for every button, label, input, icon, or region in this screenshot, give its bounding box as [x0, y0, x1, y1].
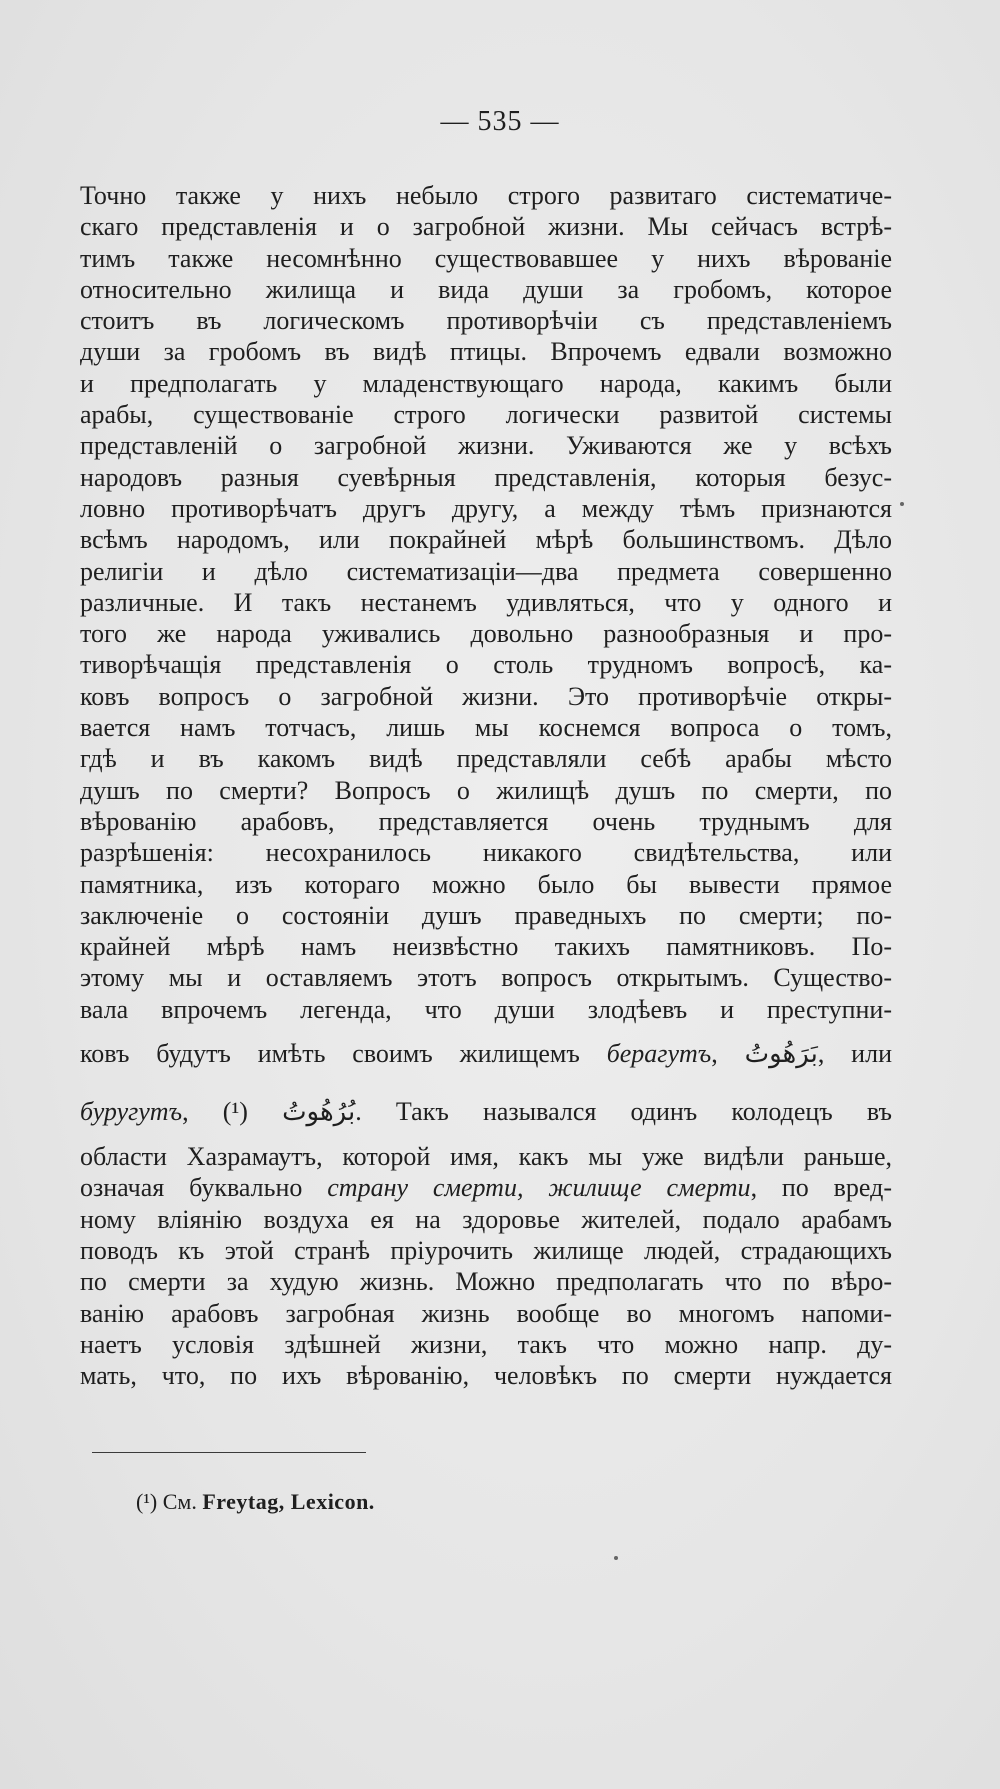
- text-segment: ковъ будутъ имѣть своимъ жилищемъ: [80, 1039, 607, 1069]
- arabic-word: بَرَهُوتُ: [744, 1039, 818, 1070]
- text-line: тиворѣчащія представленія о столь трудномъ вопросѣ, ка-: [80, 650, 892, 680]
- text-line: религіи и дѣло систематизаціи—два предмета совершенно: [80, 556, 892, 586]
- text-segment: означая буквально: [80, 1173, 328, 1203]
- print-speck: [614, 1556, 618, 1560]
- page-number: — 535 —: [440, 106, 560, 137]
- text-line: стоитъ въ логическомъ противорѣчіи съ представленіемъ: [80, 306, 892, 336]
- text-line: крайней мѣрѣ намъ неизвѣстно такихъ памятниковъ. По-: [80, 932, 892, 962]
- text-segment: ,: [182, 1097, 223, 1127]
- text-line: этому мы и оставляемъ этотъ вопросъ открытымъ. Существо-: [80, 963, 892, 993]
- text-line: наетъ условія здѣшней жизни, такъ что можно напр. ду-: [80, 1329, 892, 1359]
- text-line: души за гробомъ въ видѣ птицы. Впрочемъ едвали возможно: [80, 337, 892, 367]
- text-line: памятника, изъ котораго можно было бы вывести прямое: [80, 869, 892, 899]
- text-line: всѣмъ народомъ, или покрайней мѣрѣ большинствомъ. Дѣло: [80, 525, 892, 555]
- text-line: ловно противорѣчатъ другъ другу, а между тѣмъ признаются: [80, 493, 892, 523]
- text-line: душъ по смерти? Вопросъ о жилищѣ душъ по смерти, по: [80, 775, 892, 805]
- text-segment: , или: [817, 1039, 892, 1069]
- text-line: ному вліянію воздуха ея на здоровье жителей, подало арабамъ: [80, 1204, 892, 1234]
- text-line: представленій о загробной жизни. Уживаются же у всѣхъ: [80, 431, 892, 461]
- text-line-with-arabic: [80, 1083, 892, 1141]
- body-text: [80, 180, 892, 1391]
- text-line: ковъ вопросъ о загробной жизни. Это противорѣчіе откры-: [80, 681, 892, 711]
- text-line: народовъ разныя суевѣрныя представленія, которыя безус-: [80, 462, 892, 492]
- text-line: тимъ также несомнѣнно существовавшее у нихъ вѣрованіе: [80, 243, 892, 273]
- footnote-marker: (¹): [136, 1489, 158, 1514]
- text-line: поводъ къ этой странѣ пріурочить жилище людей, страдающихъ: [80, 1235, 892, 1265]
- text-line-with-italic: [80, 1172, 892, 1203]
- text-line: и предполагать у младенствующаго народа, какимъ были: [80, 368, 892, 398]
- text-line: относительно жилища и вида души за гробомъ, которое: [80, 274, 892, 304]
- print-speck: [900, 502, 904, 506]
- text-line: мать, что, по ихъ вѣрованію, человѣкъ по смерти нуждается: [80, 1361, 892, 1391]
- arabic-word: بُرُهُوتُ: [282, 1097, 356, 1128]
- footnote-text: См.: [162, 1489, 203, 1514]
- text-segment: , по вред-: [750, 1173, 893, 1203]
- text-line: гдѣ и въ какомъ видѣ представляли себѣ арабы мѣсто: [80, 744, 892, 774]
- text-segment: ,: [711, 1039, 745, 1069]
- text-line: Точно также у нихъ небыло строго развитаго систематиче-: [80, 181, 892, 210]
- footnote-reference: Freytag, Lexicon.: [202, 1489, 375, 1514]
- italic-phrase: страну смерти, жилище смерти: [327, 1173, 751, 1203]
- text-line: скаго представленія и о загробной жизни. Мы сейчасъ встрѣ-: [80, 212, 892, 242]
- text-segment: (¹). Такъ назывался одинъ колодецъ въ: [222, 1097, 892, 1127]
- footnote-divider: [92, 1452, 366, 1453]
- text-line: области Хазрамаутъ, которой имя, какъ мы уже видѣли раньше,: [80, 1142, 892, 1172]
- text-line: того же народа уживались довольно разнообразныя и про-: [80, 619, 892, 649]
- text-line: разрѣшенія: несохранилось никакого свидѣтельства, или: [80, 838, 892, 868]
- text-line: вается намъ тотчасъ, лишь мы коснемся вопроса о томъ,: [80, 713, 892, 743]
- text-line: ванію арабовъ загробная жизнь вообще во многомъ напоми-: [80, 1298, 892, 1328]
- footnote: [136, 1489, 375, 1515]
- italic-term: берагутъ: [606, 1039, 712, 1069]
- text-line-with-arabic: [80, 1025, 892, 1083]
- italic-term: буругутъ: [80, 1097, 183, 1127]
- text-line: вѣрованію арабовъ, представляется очень труднымъ для: [80, 806, 892, 836]
- text-line: арабы, существованіе строго логически развитой системы: [80, 400, 892, 430]
- text-line: различные. И такъ нестанемъ удивляться, что у одного и: [80, 587, 892, 617]
- text-line: по смерти за худую жизнь. Можно предполагать что по вѣро-: [80, 1267, 892, 1297]
- text-line: вала впрочемъ легенда, что души злодѣевъ и преступни-: [80, 994, 892, 1024]
- text-line: заключеніе о состояніи душъ праведныхъ по смерти; по-: [80, 900, 892, 930]
